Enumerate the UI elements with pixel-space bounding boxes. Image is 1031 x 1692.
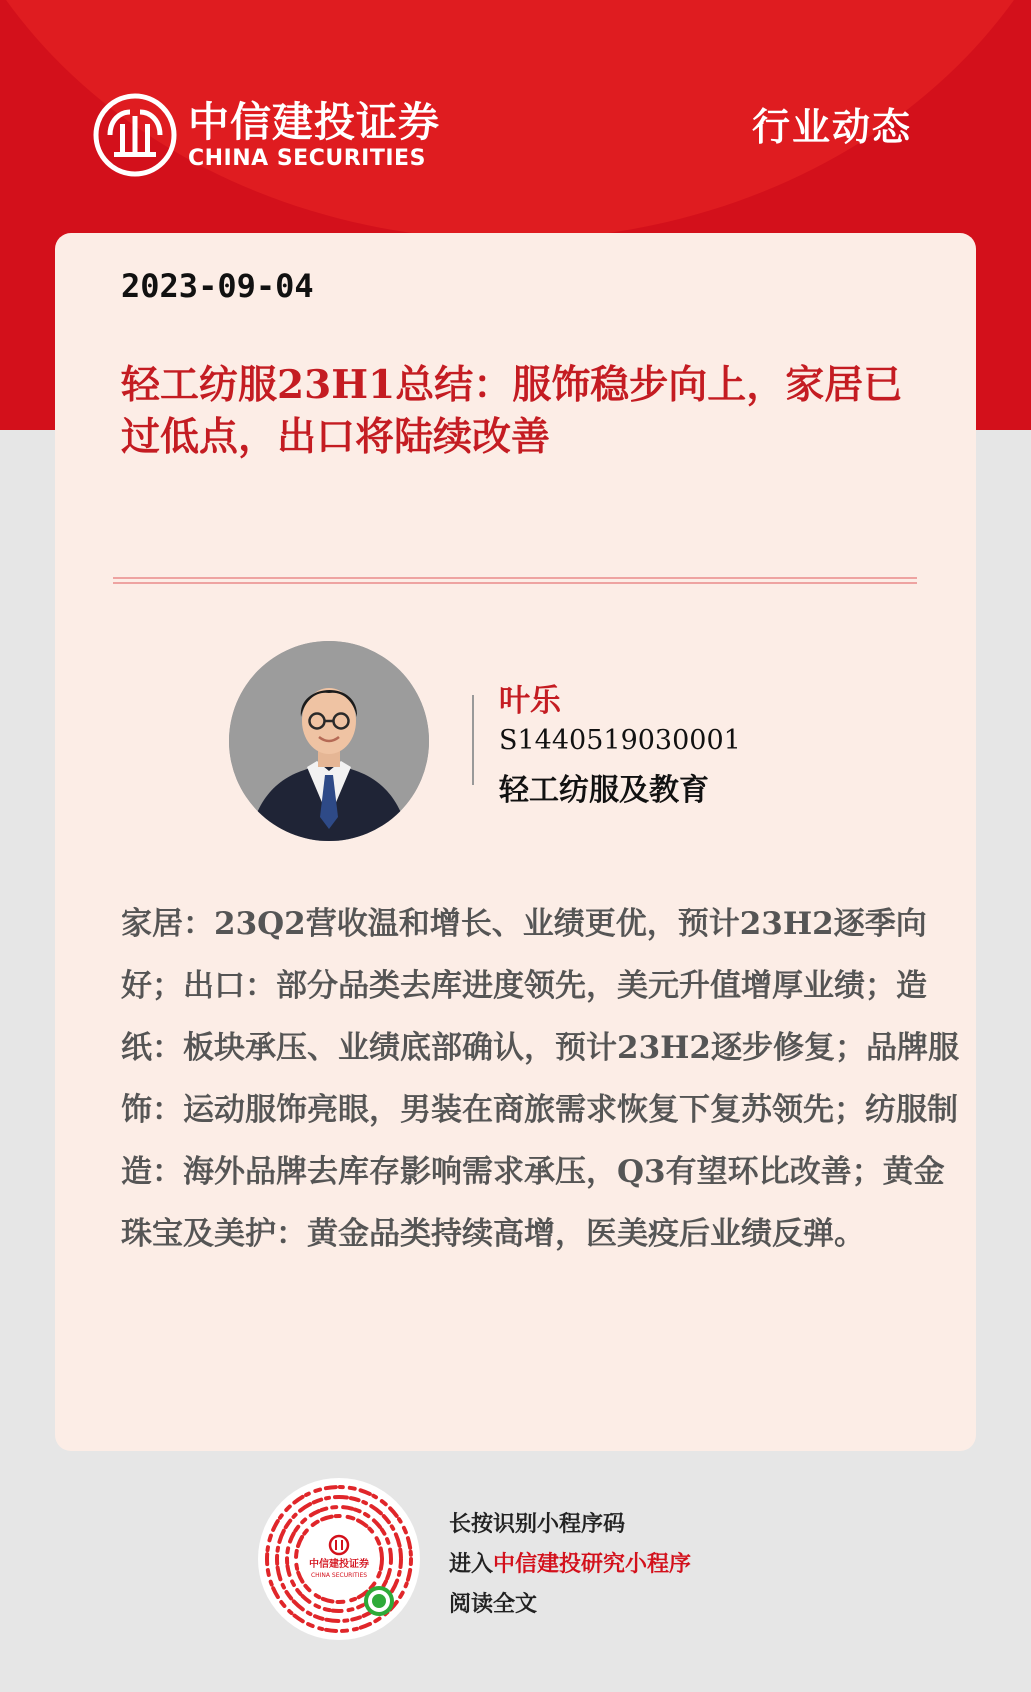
report-summary: 家居：23Q2营收温和增长、业绩更优，预计23H2逐季向好；出口：部分品类去库进度领先，美元升值增厚业绩；造纸：板块承压、业绩底部确认，预计23H2逐步修复；品牌服饰：运动服饰亮眼，男装在商旅需求恢复下复苏领先；纺服制造：海外品牌去库存影响需求承压，Q3有望环比改善；黄金珠宝及美护：黄金品类持续高增，医美疫后业绩反弹。 xyxy=(121,906,959,1252)
author-team: 轻工纺服及教育 xyxy=(499,773,709,808)
author-certificate-id: S1440519030001 xyxy=(499,725,741,756)
mini-program-code-icon xyxy=(258,1478,420,1640)
citic-logo-icon xyxy=(92,92,178,178)
author-avatar xyxy=(229,641,429,841)
author-separator xyxy=(472,695,474,785)
cta-line2-prefix: 进入 xyxy=(449,1551,494,1577)
qr-brand-cn: 中信建投证券 xyxy=(309,1559,369,1570)
brand-name-cn: 中信建投证券 xyxy=(188,98,440,146)
cta-line1: 长按识别小程序码 xyxy=(449,1511,626,1537)
mini-program-qr-code[interactable] xyxy=(258,1478,420,1640)
report-title: 轻工纺服23H1总结：服饰稳步向上，家居已过低点，出口将陆续改善 xyxy=(121,362,903,460)
author-name: 叶乐 xyxy=(499,683,561,719)
brand-name-en: CHINA SECURITIES xyxy=(188,146,426,171)
mini-program-link[interactable]: 中信建投研究小程序 xyxy=(493,1551,692,1577)
author-portrait-icon xyxy=(229,641,429,841)
cta-line3: 阅读全文 xyxy=(449,1591,538,1617)
qr-brand-en: CHINA SECURITIES xyxy=(310,1572,368,1579)
report-card xyxy=(55,233,976,1451)
brand xyxy=(92,92,440,178)
cta-line2[interactable] xyxy=(449,1544,691,1584)
report-date: 2023-09-04 xyxy=(121,267,314,305)
section-label: 行业动态 xyxy=(752,104,913,149)
footer-cta xyxy=(449,1504,691,1624)
divider xyxy=(113,577,917,584)
